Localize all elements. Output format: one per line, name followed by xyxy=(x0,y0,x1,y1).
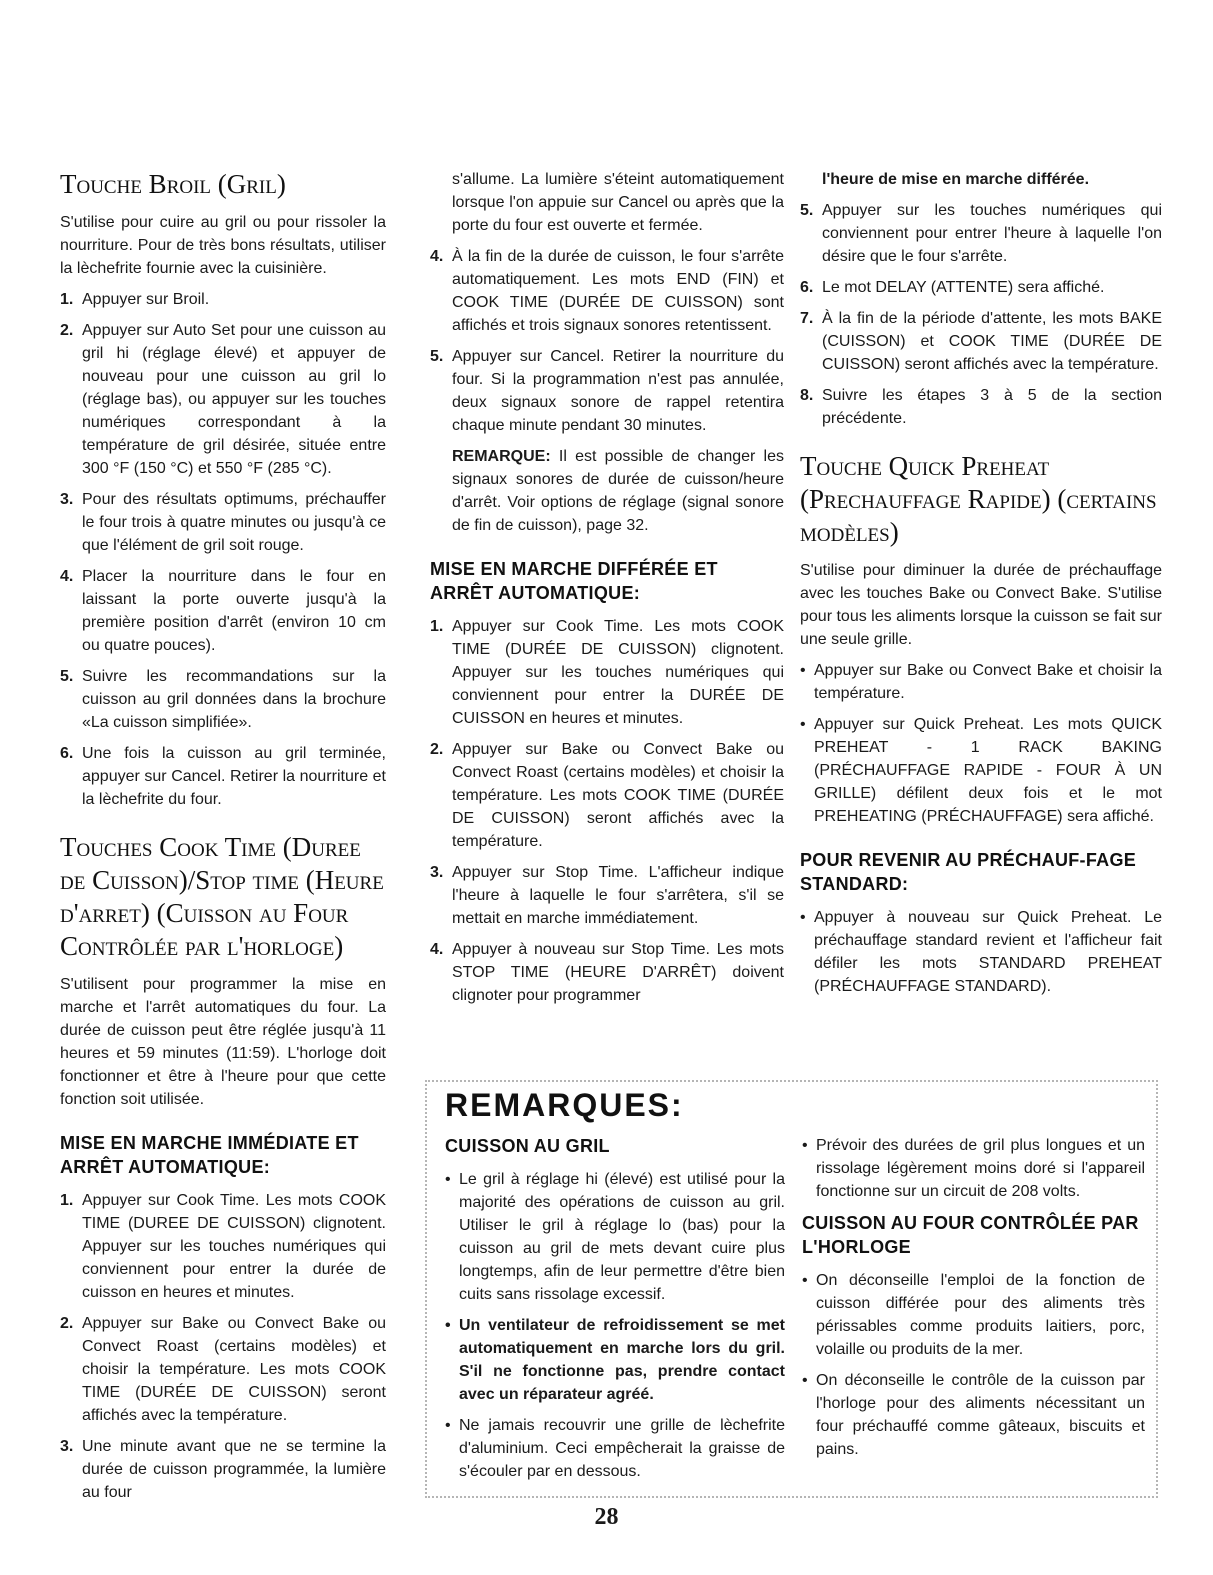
delayed-steps xyxy=(430,615,784,1007)
cook-time-intro: S'utilisent pour programmer la mise en marche et l'arrêt automatiques du four. La durée de cuisson peut être réglée jusqu'à 11 heures et 59 minutes (11:59). L'horloge doit fonctionner et être à l'heure pour que cette fonction soit utilisée. xyxy=(60,976,386,1108)
step-text: À la fin de la durée de cuisson, le four s'arrête automatiquement. Les mots END (FIN) et COOK TIME (DURÉE DE CUISSON) sont affichés et trois signaux sonores retentissent. xyxy=(452,248,784,334)
bullet-text: Ne jamais recouvrir une grille de lèchefrite d'aluminium. Ceci empêcherait la graisse de s'écouler par en dessous. xyxy=(459,1417,785,1480)
continued-text: s'allume. La lumière s'éteint automatiquement lorsque l'on appuie sur Cancel ou après que la porte du four est ouverte et fermée. xyxy=(452,171,784,234)
bullet-icon: • xyxy=(445,1417,451,1434)
page-number: 28 xyxy=(594,1504,619,1530)
step-number: 6. xyxy=(60,745,74,762)
quick-preheat-bullets xyxy=(800,659,1162,828)
step-text: Appuyer sur Cook Time. Les mots COOK TIME (DUREE DE CUISSON) clignotent. Appuyer sur les touches numériques qui conviennent pour entrer la durée de cuisson en heures et minutes. xyxy=(82,1192,386,1301)
bullet-text: Le gril à réglage hi (élevé) est utilisé pour la majorité des opérations de cuisson au gril. Utiliser le gril à réglage lo (bas) pour la cuisson au gril de mets devant cuire plus longtemps, afin de leur permettre d'être bien cuits sans rissolage excessif. xyxy=(459,1171,785,1303)
list-item xyxy=(430,245,784,337)
bullet-text: Un ventilateur de refroidissement se met automatiquement en marche lors du gril. S'il ne fonctionne pas, prendre contact avec un réparateur agréé. xyxy=(459,1317,785,1403)
remarks-box xyxy=(425,1080,1158,1498)
step-number: 3. xyxy=(60,1438,74,1455)
broil-section-title: Touche Broil (Gril) xyxy=(60,169,286,199)
delayed-start-title: MISE EN MARCHE DIFFÉRÉE ET ARRÊT AUTOMATIQUE: xyxy=(430,559,718,603)
step-number: 3. xyxy=(60,491,74,508)
list-item xyxy=(60,319,386,480)
continued-steps xyxy=(430,245,784,437)
broil-steps xyxy=(60,288,386,811)
bullet-text: On déconseille le contrôle de la cuisson par l'horloge pour des aliments nécessitant un four préchauffé comme gâteaux, biscuits et pains. xyxy=(816,1372,1145,1458)
list-item xyxy=(802,1269,1145,1361)
step-text: Appuyer sur Stop Time. L'afficheur indique l'heure à laquelle le four s'arrêtera, s'il se mettait en marche immédiatement. xyxy=(452,864,784,927)
step-text: À la fin de la période d'attente, les mots BAKE (CUISSON) et COOK TIME (DURÉE DE CUISSON) seront affichés avec la température. xyxy=(822,310,1162,373)
quick-preheat-title: Touche Quick Preheat (Prechauffage Rapide) (certains modèles) xyxy=(800,451,1157,547)
list-item xyxy=(60,488,386,557)
step-number: 4. xyxy=(430,248,444,265)
step-number: 8. xyxy=(800,387,814,404)
standard-preheat-bullets xyxy=(800,906,1162,998)
step-number: 4. xyxy=(60,568,74,585)
list-item xyxy=(60,742,386,811)
step-number: 2. xyxy=(60,322,74,339)
quick-preheat-intro: S'utilise pour diminuer la durée de préchauffage avec les touches Bake ou Convect Bake. S'utilise pour tous les aliments lorsque la cuisson se fait sur une seule grille. xyxy=(800,562,1162,648)
list-item xyxy=(430,738,784,853)
remarque-text: Il est possible de changer les signaux sonores de durée de cuisson/heure d'arrêt. Voir options de réglage (signal sonore de fin de cuisson), page 32. xyxy=(452,448,784,534)
step-text: Appuyer sur Cook Time. Les mots COOK TIME (DURÉE DE CUISSON) clignotent. Appuyer sur les touches numériques qui conviennent pour entrer la DURÉE DE CUISSON en heures et minutes. xyxy=(452,618,784,727)
list-item xyxy=(800,307,1162,376)
step-text: Suivre les étapes 3 à 5 de la section précédente. xyxy=(822,387,1162,427)
step-text: Appuyer sur Auto Set pour une cuisson au gril hi (réglage élevé) et appuyer de nouveau pour une cuisson au gril lo (réglage bas), ou appuyer sur les touches numériques correspondant à la température de gril désirée, située entre 300 °F (150 °C) et 550 °F (285 °C). xyxy=(82,322,386,477)
list-item xyxy=(445,1314,785,1406)
list-item xyxy=(800,199,1162,268)
list-item xyxy=(800,276,1162,299)
bullet-icon: • xyxy=(800,716,806,733)
list-item xyxy=(60,1189,386,1304)
step-number: 1. xyxy=(60,1192,74,1209)
broil-remarks-title: CUISSON AU GRIL xyxy=(445,1136,610,1156)
clock-controlled-remarks-title: CUISSON AU FOUR CONTRÔLÉE PAR L'HORLOGE xyxy=(802,1213,1139,1257)
step-number: 1. xyxy=(430,618,444,635)
bullet-text: Appuyer à nouveau sur Quick Preheat. Le préchauffage standard revient et l'afficheur fait défiler les mots STANDARD PREHEAT (PRÉCHAUFFAGE STANDARD). xyxy=(814,909,1162,995)
list-item xyxy=(430,938,784,1007)
list-item xyxy=(430,615,784,730)
step-text: Appuyer sur Bake ou Convect Bake ou Convect Roast (certains modèles) et choisir la température. Les mots COOK TIME (DURÉE DE CUISSON) seront affichés avec la température. xyxy=(452,741,784,850)
list-item xyxy=(60,1435,386,1504)
step-text: Une fois la cuisson au gril terminée, appuyer sur Cancel. Retirer la nourriture et la lèchefrite du four. xyxy=(82,745,386,808)
remarque-label: REMARQUE: xyxy=(452,448,551,465)
list-item xyxy=(60,665,386,734)
step-text: Appuyer sur Broil. xyxy=(82,291,210,308)
continued-steps xyxy=(800,199,1162,430)
step-number: 4. xyxy=(430,941,444,958)
step-text: Suivre les recommandations sur la cuisson au gril données dans la brochure «La cuisson simplifiée». xyxy=(82,668,386,731)
bullet-icon: • xyxy=(445,1171,451,1188)
step-text: Appuyer sur Cancel. Retirer la nourriture du four. Si la programmation n'est pas annulée, deux signaux sonore de rappel retentira chaque minute pendant 30 minutes. xyxy=(452,348,784,434)
list-item xyxy=(430,345,784,437)
step-number: 3. xyxy=(430,864,444,881)
step-number: 5. xyxy=(800,202,814,219)
step-number: 2. xyxy=(430,741,444,758)
step-number: 1. xyxy=(60,291,74,308)
step-text: Appuyer sur Bake ou Convect Bake ou Convect Roast (certains modèles) et choisir la température. Les mots COOK TIME (DURÉE DE CUISSON) seront affichés avec la température. xyxy=(82,1315,386,1424)
bullet-icon: • xyxy=(802,1272,808,1289)
immediate-start-title: MISE EN MARCHE IMMÉDIATE ET ARRÊT AUTOMATIQUE: xyxy=(60,1133,359,1177)
list-item xyxy=(800,659,1162,705)
list-item xyxy=(430,861,784,930)
column-1 xyxy=(60,168,386,1512)
step-text: Appuyer sur les touches numériques qui conviennent pour entrer l'heure à laquelle l'on désire que le four s'arrête. xyxy=(822,202,1162,265)
list-item xyxy=(445,1168,785,1306)
step-text: Pour des résultats optimums, préchauffer le four trois à quatre minutes ou jusqu'à ce que l'élément de gril soit rouge. xyxy=(82,491,386,554)
step-number: 2. xyxy=(60,1315,74,1332)
remarks-title: REMARQUES: xyxy=(445,1087,684,1123)
bullet-icon: • xyxy=(802,1372,808,1389)
clock-controlled-remarks-bullets xyxy=(802,1269,1145,1461)
broil-remarks-bullets xyxy=(445,1168,785,1483)
bullet-icon: • xyxy=(800,909,806,926)
list-item xyxy=(60,565,386,657)
remarks-right-column xyxy=(802,1134,1145,1469)
remarks-left-column xyxy=(445,1134,785,1491)
step-number: 5. xyxy=(60,668,74,685)
bullet-text: Prévoir des durées de gril plus longues et un rissolage légèrement moins doré si l'appareil fonctionne sur un circuit de 208 volts. xyxy=(816,1137,1145,1200)
list-item xyxy=(802,1134,1145,1203)
continued-bold-text: l'heure de mise en marche différée. xyxy=(822,171,1090,188)
broil-intro: S'utilise pour cuire au gril ou pour rissoler la nourriture. Pour de très bons résultats, utiliser la lèchefrite fournie avec la cuisinière. xyxy=(60,214,386,277)
step-text: Placer la nourriture dans le four en laissant la porte ouverte jusqu'à la première position d'arrêt (environ 10 cm ou quatre pouces). xyxy=(82,568,386,654)
bullet-icon: • xyxy=(802,1137,808,1154)
list-item xyxy=(60,1312,386,1427)
list-item xyxy=(800,906,1162,998)
bullet-icon: • xyxy=(445,1317,451,1334)
list-item xyxy=(60,288,386,311)
standard-preheat-title: POUR REVENIR AU PRÉCHAUF-FAGE STANDARD: xyxy=(800,850,1137,894)
list-item xyxy=(800,713,1162,828)
broil-remarks-extra xyxy=(802,1134,1145,1203)
bullet-text: On déconseille l'emploi de la fonction de cuisson différée pour des aliments très périssables comme produits laitiers, porc, volaille ou produits de la mer. xyxy=(816,1272,1145,1358)
column-3 xyxy=(800,168,1162,1006)
step-number: 5. xyxy=(430,348,444,365)
step-text: Une minute avant que ne se termine la durée de cuisson programmée, la lumière au four xyxy=(82,1438,386,1501)
step-text: Le mot DELAY (ATTENTE) sera affiché. xyxy=(822,279,1105,296)
step-number: 6. xyxy=(800,279,814,296)
bullet-text: Appuyer sur Quick Preheat. Les mots QUICK PREHEAT - 1 RACK BAKING (PRÉCHAUFFAGE RAPIDE - FOUR À UN GRILLE) défilent deux fois et le mot PREHEATING (PRÉCHAUFFAGE) sera affiché. xyxy=(814,716,1162,825)
column-2 xyxy=(430,168,784,1015)
remarque-note xyxy=(430,445,784,537)
step-text: Appuyer à nouveau sur Stop Time. Les mots STOP TIME (HEURE D'ARRÊT) doivent clignoter pour programmer xyxy=(452,941,784,1004)
bullet-text: Appuyer sur Bake ou Convect Bake et choisir la température. xyxy=(814,662,1162,702)
cook-time-section-title: Touches Cook Time (Duree de Cuisson)/Stop time (Heure d'arret) (Cuisson au Four Contrôlée par l'horloge) xyxy=(60,832,384,961)
list-item xyxy=(800,384,1162,430)
immediate-steps xyxy=(60,1189,386,1504)
list-item xyxy=(445,1414,785,1483)
step-number: 7. xyxy=(800,310,814,327)
bullet-icon: • xyxy=(800,662,806,679)
list-item xyxy=(802,1369,1145,1461)
